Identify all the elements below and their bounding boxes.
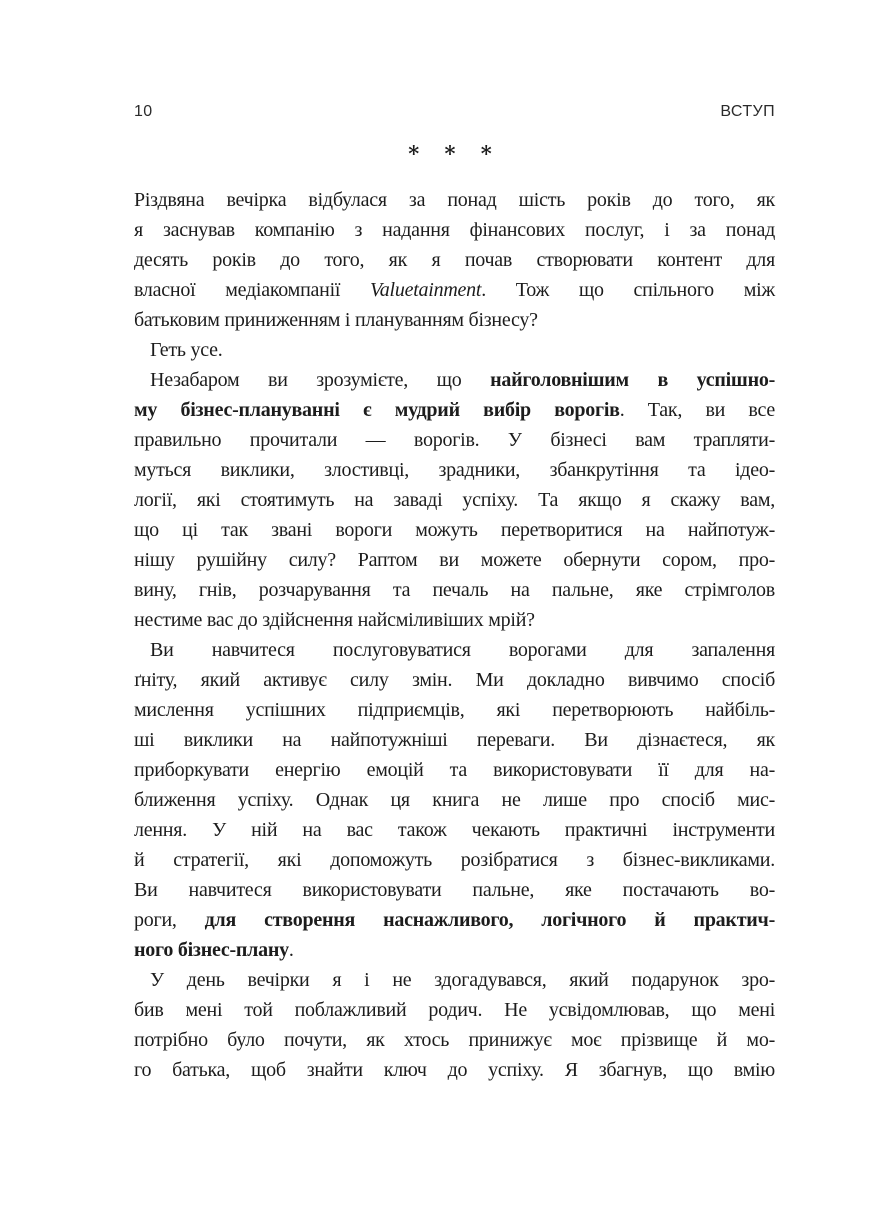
- text-segment: Ви навчитеся послуговуватися ворогами для запалення: [150, 639, 775, 661]
- text-line: [134, 1055, 775, 1085]
- text-line: [134, 995, 775, 1025]
- text-segment: потрібно було почути, як хтось принижує моє прізвище й мо-: [134, 1029, 775, 1051]
- text-line: [134, 725, 775, 755]
- text-segment: вину, гнів, розчарування та печаль на пальне, яке стрімголов: [134, 579, 775, 601]
- text-line: [134, 845, 775, 875]
- text-line: [134, 515, 775, 545]
- text-segment: муться виклики, злостивці, зрадники, збанкрутіння та ідео-: [134, 459, 775, 481]
- text-segment: мислення успішних підприємців, які перетворюють найбіль-: [134, 699, 775, 721]
- text-segment: нестиме вас до здійснення найсміливіших мрій?: [134, 609, 535, 631]
- section-separator: * * *: [408, 141, 501, 166]
- text-segment: я заснував компанію з надання фінансових послуг, і за понад: [134, 219, 775, 241]
- text-line: [134, 695, 775, 725]
- body-text: [134, 185, 775, 1085]
- italic-text: Valuetainment: [370, 279, 482, 301]
- text-line: [134, 455, 775, 485]
- text-line: [134, 215, 775, 245]
- text-line: [134, 575, 775, 605]
- text-segment: ші виклики на найпотужніші переваги. Ви дізнаєтеся, як: [134, 729, 775, 751]
- text-segment: десять років до того, як я почав створювати контент для: [134, 249, 775, 271]
- text-segment: Геть усе.: [150, 339, 223, 361]
- text-line: [134, 395, 775, 425]
- text-line: [134, 905, 775, 935]
- bold-text: для створення наснажливого, логічного й практич-: [204, 909, 775, 931]
- text-segment: У день вечірки я і не здогадувався, який подарунок зро-: [150, 969, 775, 991]
- text-line: [134, 785, 775, 815]
- text-segment: роги,: [134, 909, 205, 931]
- text-segment: лення. У ній на вас також чекають практичні інструменти: [134, 819, 775, 841]
- text-line: [134, 245, 775, 275]
- page-header: [134, 103, 775, 121]
- text-line: [134, 335, 775, 365]
- text-segment: . Так, ви все: [619, 399, 775, 421]
- text-segment: ближення успіху. Однак ця книга не лише про спосіб мис-: [134, 789, 775, 811]
- text-segment: й стратегії, які допоможуть розібратися з бізнес-викликами.: [134, 849, 775, 871]
- paragraph: [134, 635, 775, 965]
- text-segment: батьковим приниженням і плануванням бізнесу?: [134, 309, 538, 331]
- text-line: [134, 305, 775, 335]
- paragraph: [134, 185, 775, 335]
- text-line: [134, 965, 775, 995]
- text-segment: ґніту, який активує силу змін. Ми докладно вивчимо спосіб: [134, 669, 775, 691]
- text-segment: Ви навчитеся використовувати пальне, яке постачають во-: [134, 879, 775, 901]
- text-line: [134, 755, 775, 785]
- bold-text: му бізнес-плануванні є мудрий вибір ворогів: [134, 399, 620, 421]
- paragraph: [134, 365, 775, 635]
- text-segment: приборкувати енергію емоцій та використовувати її для на-: [134, 759, 775, 781]
- chapter-title: ВСТУП: [720, 103, 775, 120]
- text-segment: го батька, щоб знайти ключ до успіху. Я збагнув, що вмію: [134, 1059, 775, 1081]
- text-segment: . Тож що спільного між: [481, 279, 775, 301]
- text-line: [134, 665, 775, 695]
- text-segment: Незабаром ви зрозумієте, що: [150, 369, 491, 391]
- paragraph: [134, 335, 775, 365]
- bold-text: найголовнішим в успішно-: [490, 369, 775, 391]
- text-line: [134, 605, 775, 635]
- paragraph: [134, 965, 775, 1085]
- text-segment: нішу рушійну силу? Раптом ви можете обернути сором, про-: [134, 549, 775, 571]
- page-number: 10: [134, 103, 153, 120]
- text-segment: Різдвяна вечірка відбулася за понад шість років до того, як: [134, 189, 775, 211]
- text-line: [134, 875, 775, 905]
- text-line: [134, 1025, 775, 1055]
- text-segment: бив мені той поблажливий родич. Не усвідомлював, що мені: [134, 999, 775, 1021]
- text-line: [134, 185, 775, 215]
- text-line: [134, 815, 775, 845]
- text-line: [134, 545, 775, 575]
- text-line: [134, 365, 775, 395]
- text-line: [134, 425, 775, 455]
- text-segment: правильно прочитали — ворогів. У бізнесі вам трапляти-: [134, 429, 775, 451]
- text-segment: власної медіакомпанії: [134, 279, 371, 301]
- text-line: [134, 935, 775, 965]
- text-segment: що ці так звані вороги можуть перетворитися на найпотуж-: [134, 519, 775, 541]
- text-line: [134, 275, 775, 305]
- text-segment: логії, які стоятимуть на заваді успіху. Та якщо я скажу вам,: [134, 489, 775, 511]
- bold-text: ного бізнес-плану: [134, 939, 289, 961]
- text-segment: .: [288, 939, 294, 961]
- text-line: [134, 485, 775, 515]
- text-line: [134, 635, 775, 665]
